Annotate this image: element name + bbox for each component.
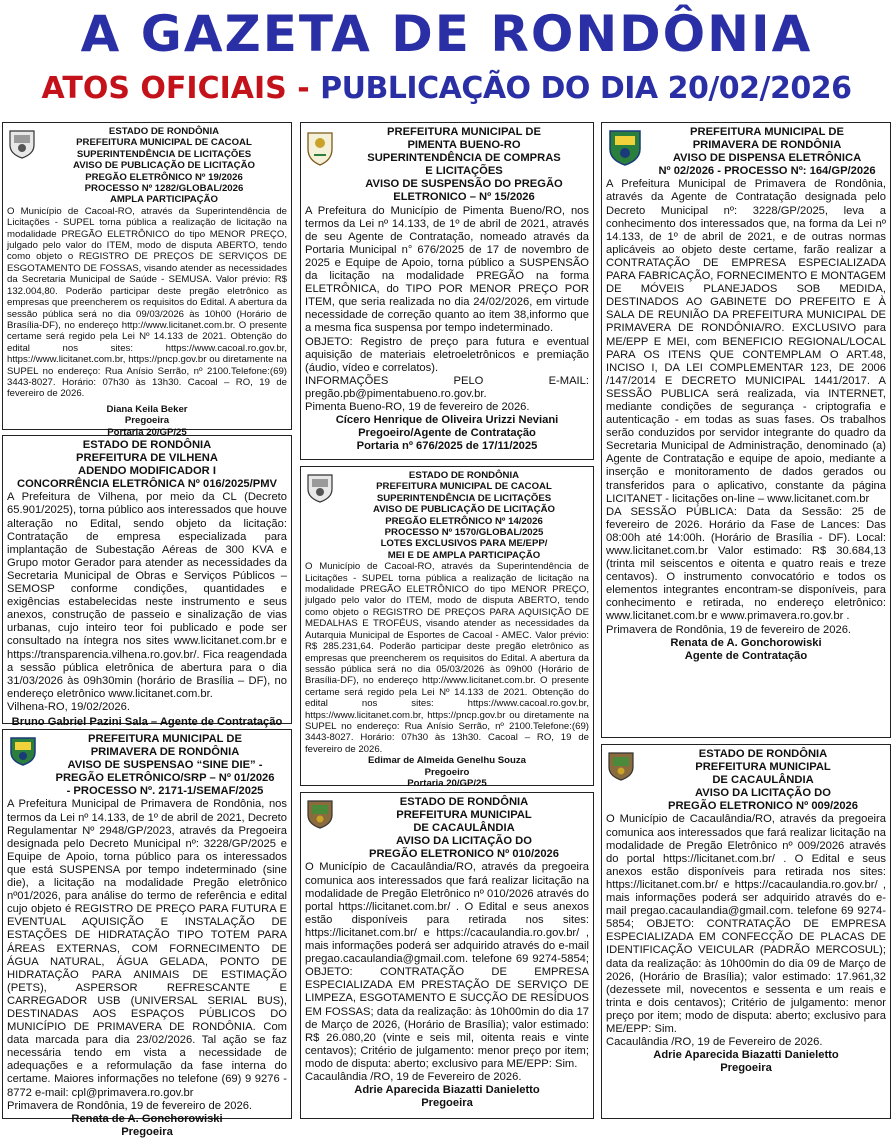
notice-date: Vilhena-RO, 19/02/2026. bbox=[7, 700, 130, 713]
newspaper-title: A GAZETA DE RONDÔNIA bbox=[80, 5, 813, 63]
notice-heading-line: - PROCESSO Nº. 2171-1/SEMAF/2025 bbox=[66, 785, 264, 798]
signatory-portaria: Portaria 20/GP/25 bbox=[107, 426, 187, 438]
notice-heading-line: AVISO DA LICITAÇÃO DO bbox=[695, 787, 831, 800]
notice-vilhena-ce-016 bbox=[2, 435, 292, 728]
subtitle-separator: - bbox=[286, 71, 321, 106]
cacoal-crest-icon bbox=[305, 471, 335, 506]
notice-heading-line: ESTADO DE RONDÔNIA bbox=[408, 470, 520, 481]
notice-heading-line: AVISO DE PUBLICAÇÃO DE LICITAÇÃO bbox=[373, 504, 555, 516]
notice-body: A Prefeitura Municipal de Primavera de Rondônia, nos termos da Lei nº 14.133, de 1º de abril de 2021, Decreto Regulamentar Nº 2948/GP/2023, através da Pregoeira designada pelo Decreto Municipal nº: 3228/GP/2025 e Equipe de Apoio, torna público para os interessados que está SUSPENSA por tempo indeterminado (sine die), a licitação na modalidade Pregão eletrônico nº01/2026, para análise do termo de referência e edital cujo objeto é REGISTRO DE PREÇO PARA FUTURA E EVENTUAL AQUISIÇÃO E INSTALAÇÃO DE ESTAÇÕES DE HIDRATAÇÃO TIPO TOTEM PARA ÁREAS EXTERNAS, COM FORNECIMENTO DE ÁGUA NATURAL, ÁGUA GELADA, PONTO DE HIDRATAÇÃO PARA ANIMAIS DE ESTIMAÇÃO (PETS), ASPERSOR REFRESCANTE E CARREGADOR USB (UNIVERSAL SERIAL BUS), DESTINADAS AOS ESPAÇOS PÚBLICOS DO MUNICÍPIO DE PRIMAVERA DE RONDÔNIA. Com data marcada para dia 23/02/2026. Tal ação se faz necessária tendo em vista a necessidade de adequações e a reformulação da fase interna do certame. Maiores informações no telefone (69) 9 9276 - 8772 e-mail: cpl@primavera.ro.gov.br bbox=[7, 798, 287, 1099]
notice-cacaulandia-pe-009 bbox=[601, 744, 891, 1119]
notice-heading-line: LOTES EXCLUSIVOS PARA ME/EPP/ bbox=[380, 538, 548, 550]
signatory-portaria: Portaria 20/GP/25 bbox=[407, 777, 487, 789]
notice-body: O Município de Cacoal-RO, através da Superintendência de Licitações - SUPEL torna pública a realização de licitação na modalidade PREGÃO ELETRÔNICO do tipo MENOR PREÇO, julgado pelo valor do ITEM, modo de disputa ABERTO, tendo como objeto o REGISTRO DE PREÇOS DE SERVIÇOS DE ESGOTAMENTO DE FOSSAS, visando atender as necessidades da Secretaria Municipal de Saúde - SEMUSA. Valor prévio: R$ 132.004,80. Poderão participar deste pregão eletrônico as empresas que preencherem os requisitos do Edital. A abertura da sessão pública será no dia 09/03/2026 às 10h00 (Horário de Brasília-DF), no endereço http://www.licitanet.com.br. O presente certame será regido pela Lei Nº 14.133 de 2021. Obtenção do edital nos sites: https://www.cacoal.ro.gov.br, https://www.licitanet.com.br, https://pncp.gov.br ou diretamente na SUPEL no endereço: Rua Anísio Serrão, nº 2100.Telefone:(69) 3443-8027. Horário: 07h30 às 13h30. Cacoal – RO, 19 de fevereiro de 2026. bbox=[7, 205, 287, 400]
notice-heading-line: ESTADO DE RONDÔNIA bbox=[108, 126, 220, 137]
signatory-role: Agente de Contratação bbox=[684, 649, 808, 662]
notice-heading-line: PROCESSO Nº 1570/GLOBAL/2025 bbox=[384, 527, 544, 539]
notice-heading-line: SUPERINTENDÊNCIA DE LICITAÇÕES bbox=[76, 148, 252, 160]
signatory-name: Bruno Gabriel Pazini Sala – Agente de Contratação bbox=[11, 715, 283, 728]
notice-session: DA SESSÃO PÚBLICA: Data da Sessão: 25 de fevereiro de 2026. Horário da Fase de Lances: Das 08:00h até 14:00h. (Horário de Brasília - DF). Local: www.licitanet.com.br Valor estimado: R$ 30.684,13 (trinta mil seiscentos e oitenta e quatro reais e treze centavos). O instrumento convocatório e todos os elementos integrantes encontram-se disponíveis, para conhecimento e retirada, no endereço eletrônico: www.licitanet.com.br e www.primavera.ro.gov.br . bbox=[606, 505, 886, 623]
signatory-name: Diana Keila Beker bbox=[106, 403, 188, 415]
notice-heading-line: PREGÃO ELETRÔNICO Nº 14/2026 bbox=[385, 515, 543, 527]
notice-heading-line: PREFEITURA MUNICIPAL bbox=[396, 809, 532, 822]
notice-date: Pimenta Bueno-RO, 19 de fevereiro de 2026. bbox=[305, 400, 530, 413]
notice-heading-line: ELETRONICO – Nº 15/2026 bbox=[393, 191, 535, 204]
cacoal-crest-icon bbox=[7, 127, 37, 162]
primavera-crest-icon bbox=[606, 127, 644, 171]
notice-heading-line: PREFEITURA MUNICIPAL DE bbox=[387, 126, 541, 138]
publication-date-label: PUBLICAÇÃO DO DIA 20/02/2026 bbox=[320, 71, 852, 106]
primavera-crest-icon bbox=[7, 734, 39, 770]
notice-heading-line: AVISO DE DISPENSA ELETRÔNICA bbox=[672, 152, 862, 165]
notice-heading-line: PRIMAVERA DE RONDÔNIA bbox=[692, 139, 842, 152]
notice-date: Primavera de Rondônia, 19 de fevereiro de 2026. bbox=[7, 1099, 253, 1112]
signatory-name: Adrie Aparecida Biazatti Danieletto bbox=[653, 1049, 839, 1062]
notice-heading-line: PROCESSO Nº 1282/GLOBAL/2026 bbox=[84, 183, 244, 195]
notice-heading-line: ESTADO DE RONDÔNIA bbox=[82, 439, 212, 451]
signatory-portaria: Portaria nº 676/2025 de 17/11/2025 bbox=[356, 440, 538, 453]
notice-primavera-srp-01 bbox=[2, 729, 292, 1138]
notice-heading-line: SUPERINTENDÊNCIA DE LICITAÇÕES bbox=[376, 492, 552, 504]
signatory-name: Cícero Henrique de Oliveira Urizzi Neviani bbox=[335, 414, 559, 427]
notice-heading-line: PREFEITURA MUNICIPAL bbox=[695, 761, 831, 774]
notice-heading-line: SUPERINTENDÊNCIA DE COMPRAS bbox=[367, 152, 561, 165]
notice-body: O Município de Cacaulândia/RO, através da pregoeira comunica aos interessados que fará realizar licitação na modalidade de Pregão Eletrônico nº 010/2026 através do portal https://licitanet.com.br/ . O Edital e seus anexos estão disponíveis para retirada nos sites: https://licitanet.com.br/ e https://cacaulandia.ro.gov.br/ , mais informações poderá ser adquirido através do e-mail pregao.cacaulandia@gmail.com. telefone 69 9274-5854; OBJETO: CONTRATAÇÃO DE EMPRESA ESPECIALIZADA EM PRESTAÇÃO DE SERVIÇO DE LIMPEZA, ESGOTAMENTO E SUCÇÃO DE RESÍDUOS EM FOSSAS; data da realização: às 10h00min do dia 17 de Março de 2026, (Horário de Brasília); valor estimado: R$ 26.080,20 (vinte e seis mil, oitenta reais e vinte centavos); Critério de julgamento: menor preço por item; modo de disputa: aberto; exclusivo para ME/EPP: Sim. bbox=[305, 861, 589, 1070]
notice-heading-line: PREFEITURA DE VILHENA bbox=[76, 452, 218, 465]
pimenta-bueno-crest-icon bbox=[305, 127, 335, 171]
notice-heading-line: AVISO DE SUSPENSÃO DO PREGÃO bbox=[365, 178, 563, 191]
notice-heading-line: AMPLA PARTICIPAÇÃO bbox=[109, 194, 218, 206]
notice-date: Cacaulândia /RO, 19 de Fevereiro de 2026. bbox=[606, 1036, 823, 1049]
signatory-name: Renata de A. Gonchorowiski bbox=[670, 636, 822, 649]
notice-heading-line: AVISO DE SUSPENSAO “SINE DIE” - bbox=[67, 759, 263, 772]
notice-heading-line: PREGÃO ELETRONICO Nº 010/2026 bbox=[369, 848, 559, 861]
notice-heading-line: PREFEITURA MUNICIPAL DE bbox=[690, 126, 844, 138]
notice-heading-line: ESTADO DE RONDÔNIA bbox=[399, 796, 529, 808]
notice-primavera-dispensa-02 bbox=[601, 122, 891, 738]
notice-date: Primavera de Rondônia, 19 de fevereiro de 2026. bbox=[606, 623, 852, 636]
signatory-name: Edimar de Almeida Genelhu Souza bbox=[368, 755, 526, 767]
notice-heading-line: PREFEITURA MUNICIPAL DE CACOAL bbox=[376, 481, 552, 493]
notice-heading-line: Nº 02/2026 - PROCESSO Nº: 164/GP/2026 bbox=[658, 165, 876, 178]
notice-heading-line: PIMENTA BUENO-RO bbox=[407, 139, 521, 152]
cacaulandia-crest-icon bbox=[606, 749, 636, 785]
notice-heading-line: PREFEITURA MUNICIPAL DE bbox=[88, 733, 242, 745]
notice-object: OBJETO: Registro de preço para futura e eventual aquisição de materiais eletroeletrônicos e premiação (áudio, vídeo e correlatos). bbox=[305, 335, 589, 374]
notice-cacaulandia-pe-010 bbox=[300, 792, 594, 1119]
notice-heading-line: PREFEITURA MUNICIPAL DE CACOAL bbox=[76, 137, 252, 149]
notice-heading-line: DE CACAULÂNDIA bbox=[712, 774, 814, 787]
notice-heading-line: PREGÃO ELETRÔNICO/SRP – Nº 01/2026 bbox=[55, 772, 275, 785]
notice-heading-line: ESTADO DE RONDÔNIA bbox=[698, 748, 828, 760]
notice-heading-line: MEI E DE AMPLA PARTICIPAÇÃO bbox=[387, 549, 541, 561]
notice-pimenta-bueno-15 bbox=[300, 122, 594, 460]
notice-body: A Prefeitura Municipal de Primavera de Rondônia, através da Agente de Contratação designada pelo Decreto Municipal nº: 3228/GP/2025, leva a conhecimento dos interessados que, na forma da Lei nº 14.133, de 1º de abril de 2021, e de outras normas aplicáveis ao objeto deste certame, farão realizar a CONTRATAÇÃO DE EMPRESA ESPECIALIZADA PARA FABRICAÇÃO, FORNECIMENTO E MONTAGEM DE MÓVEIS PLANEJADOS SOB MEDIDA, DESTINADOS AO GABINETE DO PREFEITO E À SALA DE REUNIÃO DA PREFEITURA MUNICIPAL DE PRIMAVERA DE RONDÔNIA/RO. EXCLUSIVO para ME/EPP E MEI, com BENEFICIO REGIONAL/LOCAL PARA OS ITENS QUE CONTEMPLAM O ART.48, INCISO I, DA LEI COMPLEMENTAR 123, DE 2006 /147/2014 E DECRETO MUNICIPAL 1441/2017. A SESSÃO PUBLICA será realizada, via INTERNET, mediante condições de segurança - criptografia e autenticação - em todas as suas fases. Os trabalhos serão conduzidos por servidor integrante do quadro da Secretaria Municipal de Administração, denominado (a) Agente de Contratação e equipe de apoio, mediante a inserção e monitoramento de dados gerados ou transferidos para o aplicativo, constante da página LICITANET - licitações on-line – www.licitanet.com.br bbox=[606, 178, 886, 505]
notice-heading-line: E LICITAÇÕES bbox=[425, 165, 503, 178]
notice-body: O Município de Cacoal-RO, através da Superintendência de Licitações - SUPEL torna pública a realização de licitação na modalidade PREGÃO ELETRÔNICO do tipo MENOR PREÇO, julgado pelo valor do ITEM, modo de disputa ABERTO, tendo como objeto o REGISTRO DE PREÇOS PARA AQUISIÇÃO DE MEDALHAS E TROFÉUS, visando atender as necessidades da Autarquia Municipal de Esportes de Cacoal - AMEC. Valor prévio: R$ 285.231,64. Poderão participar deste pregão eletrônico as empresas que preencherem os requisitos do Edital. A abertura da sessão pública será no dia 05/03/2026 às 09h00 (Horário de Brasília-DF), no endereço http://www.licitanet.com.br. O presente certame será regido pela Lei Nº 14.133 de 2021. Obtenção do edital nos sites: https://www.cacoal.ro.gov.br, https://www.licitanet.com.br, https://pncp.gov.br ou diretamente na SUPEL no endereço: Rua Anísio Serrão, nº 2100.Telefone:(69) 3443-8027. Horário: 07h30 às 13h30. Cacoal – RO, 19 de fevereiro de 2026. bbox=[305, 561, 589, 755]
signatory-name: Renata de A. Gonchorowiski bbox=[71, 1112, 223, 1125]
signatory-role: Pregoeiro bbox=[424, 766, 470, 778]
atos-oficiais-label: ATOS OFICIAIS bbox=[41, 71, 287, 106]
notice-heading-line: DE CACAULÂNDIA bbox=[413, 822, 515, 835]
edition-subtitle bbox=[0, 66, 893, 112]
notice-heading-line: ADENDO MODIFICADOR I bbox=[78, 465, 216, 478]
notice-body: O Município de Cacaulândia/RO, através da pregoeira comunica aos interessados que fará realizar licitação na modalidade de Pregão Eletrônico nº 009/2026 através do portal https://licitanet.com.br/ . O Edital e seus anexos estão disponíveis para retirada nos sites: https://licitanet.com.br/ e https://cacaulandia.ro.gov.br/ , mais informações poderá ser adquirido através do e-mail pregao.cacaulandia@gmail.com. telefone 69 9274-5854; OBJETO: CONTRATAÇÃO DE EMPRESA ESPECIALIZADA EM CONFECÇÃO DE PLACAS DE IDENTIFICAÇÃO VEICULAR (PADRÃO MERCOSUL); data da realização: às 10h00min do dia 09 de Março de 2026, (Horário de Brasília); valor estimado: 17.961,32 (dezessete mil, novecentos e sessenta e um reais e trinta e dois centavos); Critério de julgamento: menor preço por item; modo de disputa: aberto; exclusivo para ME/EPP: Sim. bbox=[606, 813, 886, 1035]
notice-email: INFORMAÇÕES PELO E-MAIL: pregão.pb@pimentabueno.ro.gov.br. bbox=[305, 374, 589, 400]
notice-heading-line: CONCORRÊNCIA ELETRÔNICA Nº 016/2025/PMV bbox=[17, 478, 277, 491]
notice-heading-line: PREGÃO ELETRONICO Nº 009/2026 bbox=[668, 800, 858, 813]
notice-heading-line: AVISO DA LICITAÇÃO DO bbox=[396, 835, 532, 848]
signatory-name: Adrie Aparecida Biazatti Danieletto bbox=[354, 1084, 540, 1097]
notice-heading-line: AVISO DE PUBLICAÇÃO DE LICITAÇÃO bbox=[73, 160, 255, 172]
signatory-role: Pregoeira bbox=[121, 1125, 173, 1138]
notice-body: A Prefeitura de Vilhena, por meio da CL (Decreto 65.901/2025), torna público aos interessados que houve alteração no Edital, sendo objeto da licitação: Contratação de empresa especializada para implantação de Subestação Aéreas de 300 KVA e Grupo motor Gerador para atender as necessidades da Secretaria Municipal de Obras e Serviços Públicos – SEMOSP conforme condições, quantidades e exigências estabelecidas neste instrumento e seus anexos, construção de passeio e sinalização de vias urbanas, cujo inteiro teor foi publicado e pode ser consultado na íntegra nos sites www.licitanet.com.br e https://transparencia.vilhena.ro.gov.br/. Fica reagendada a sessão pública eletrônica de abertura para o dia 31/03/2026 às 09h30min (horário de Brasília – DF), no endereço eletrônico www.licitanet.com.br. bbox=[7, 491, 287, 700]
notice-cacoal-pe-19 bbox=[2, 122, 292, 438]
notice-heading-line: PREGÃO ELETRÔNICO Nº 19/2026 bbox=[85, 171, 243, 183]
notice-body: A Prefeitura do Município de Pimenta Bueno/RO, nos termos da Lei nº 14.133, de 1º de abril de 2021, através de seu Agente de Contratação, nomeado através da Portaria Municipal n° 676/2025 de 17 de novembro de 2025 e Equipe de Apoio, torna público a SUSPENSÃO da licitação na modalidade PREGÃO na forma ELETRÔNICA, do TIPO POR MENOR PREÇO POR ITEM, que seria realizada no dia 24/02/2026, em virtude necessidade de correção quanto ao item 38,informo que a mesma fica suspensa por tempo indeterminado. bbox=[305, 204, 589, 335]
notice-date: Cacaulândia /RO, 19 de Fevereiro de 2026. bbox=[305, 1070, 522, 1083]
notice-cacoal-pe-14 bbox=[300, 466, 594, 789]
signatory-role: Pregoeiro/Agente de Contratação bbox=[358, 427, 536, 440]
signatory-role: Pregoeira bbox=[720, 1062, 772, 1075]
notice-heading-line: PRIMAVERA DE RONDÔNIA bbox=[90, 746, 240, 759]
signatory-role: Pregoeira bbox=[124, 415, 170, 427]
cacaulandia-crest-icon bbox=[305, 797, 335, 833]
signatory-role: Pregoeira bbox=[421, 1097, 473, 1110]
